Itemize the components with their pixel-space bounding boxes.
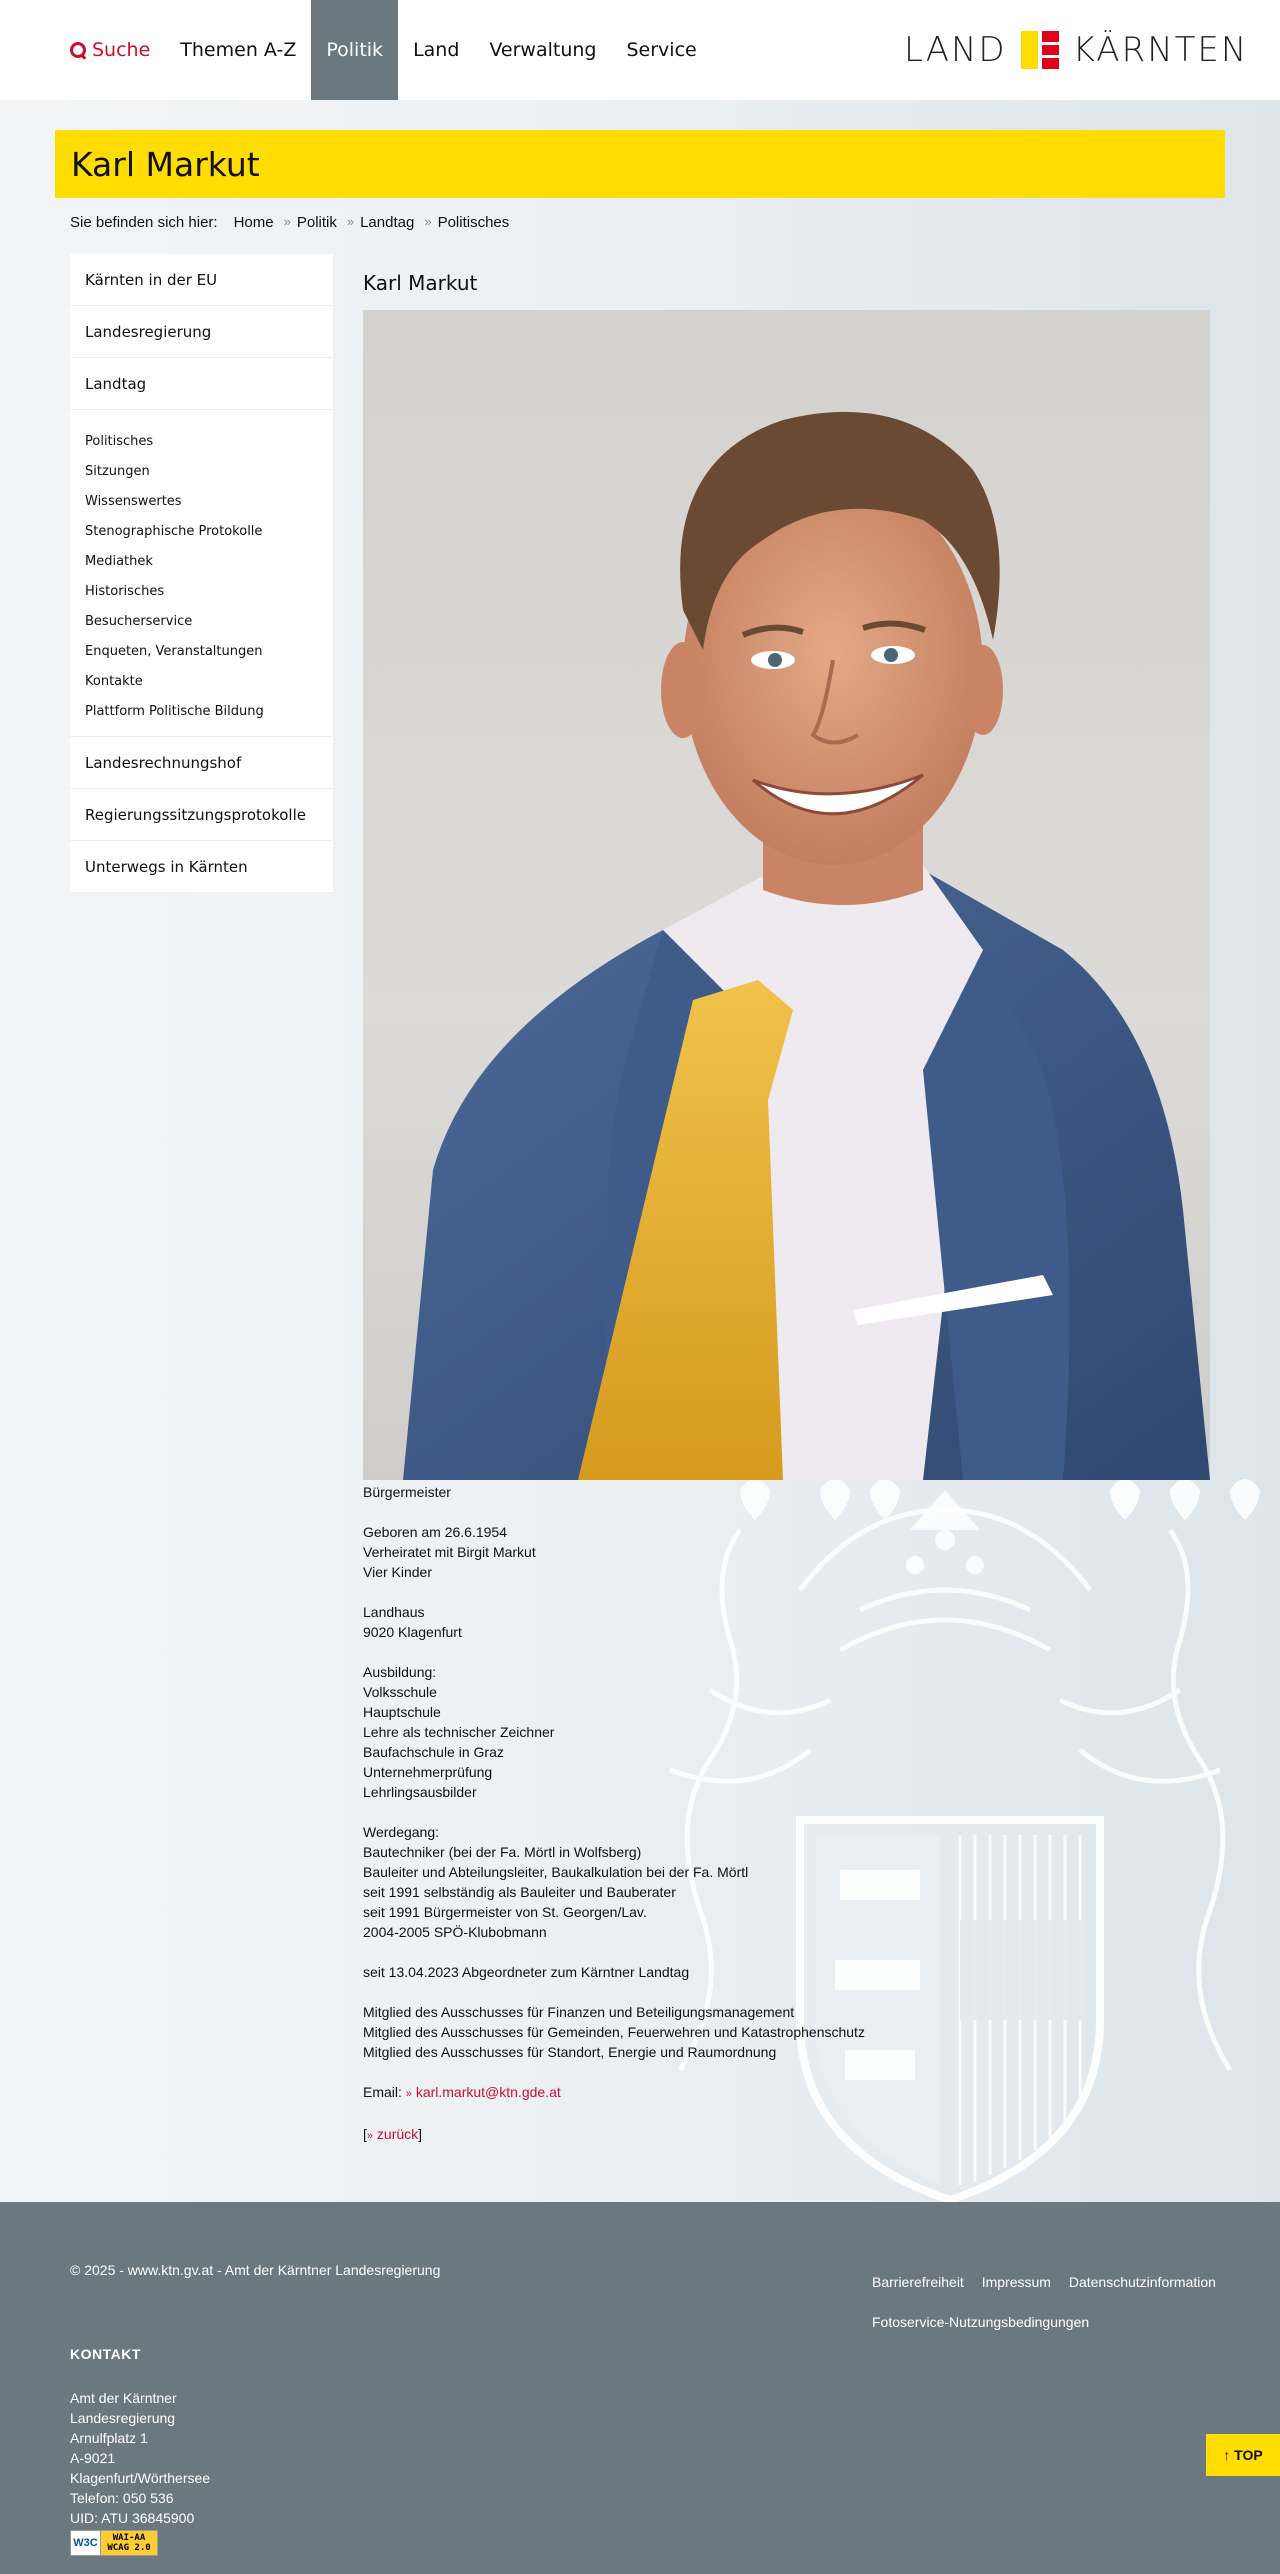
chevron-right-icon: » <box>346 214 355 229</box>
logo-text-right: KÄRNTEN <box>1072 30 1249 70</box>
breadcrumb-home[interactable]: Home <box>233 214 274 231</box>
bio-line: seit 1991 selbständig als Bauleiter und Bauberater <box>363 1884 676 1900</box>
bio-line: Ausbildung: <box>363 1664 437 1680</box>
bio-line: Landhaus <box>363 1604 425 1620</box>
link-arrow-icon: » <box>366 2130 374 2142</box>
nav-verwaltung[interactable]: Verwaltung <box>489 39 597 61</box>
main-nav <box>58 0 712 100</box>
back-bracket-open: [ <box>363 2126 367 2142</box>
bio-line: seit 1991 Bürgermeister von St. Georgen/Lav. <box>363 1904 647 1920</box>
wcag-level: WAI-AA <box>112 2533 146 2543</box>
back-link[interactable]: zurück <box>376 2126 419 2142</box>
email-link[interactable]: karl.markut@ktn.gde.at <box>415 2084 561 2100</box>
nav-search-label: Suche <box>92 39 151 61</box>
contact-line: Arnulfplatz 1 <box>70 2430 148 2446</box>
contact-line: Landesregierung <box>70 2410 176 2426</box>
main-content <box>363 254 1210 2166</box>
wcag-version: WCAG 2.0 <box>107 2543 151 2553</box>
contact-line: A-9021 <box>70 2450 116 2466</box>
bio-line: Hauptschule <box>363 1704 441 1720</box>
wcag-badge[interactable] <box>70 2530 158 2556</box>
site-footer <box>0 2202 1280 2574</box>
site-header <box>0 0 1280 100</box>
footer-contact <box>70 2344 210 2556</box>
nav-service[interactable]: Service <box>626 39 697 61</box>
contact-line: Telefon: 050 536 <box>70 2490 174 2506</box>
person-heading: Karl Markut <box>363 271 478 295</box>
bio-address <box>363 1602 1210 1642</box>
bio-line: Verheiratet mit Birgit Markut <box>363 1544 536 1560</box>
sidebar-item-regierungssitzungsprotokolle[interactable]: Regierungssitzungsprotokolle <box>70 789 333 841</box>
back-to-top-button[interactable]: ↑ TOP <box>1206 2434 1280 2476</box>
breadcrumb-lead: Sie befinden sich hier: <box>70 214 218 231</box>
bio-line: Vier Kinder <box>363 1564 433 1580</box>
bio-line: 2004-2005 SPÖ-Klubobmann <box>363 1924 547 1940</box>
bio-career <box>363 1822 1210 1942</box>
page-title: Karl Markut <box>71 144 260 184</box>
bio-personal <box>363 1522 1210 1582</box>
sidebar-subitem-sitzungen[interactable]: Sitzungen <box>85 463 150 479</box>
sidebar-item-unterwegs[interactable]: Unterwegs in Kärnten <box>70 841 333 893</box>
back-nav <box>363 2124 1210 2146</box>
chevron-right-icon: » <box>424 214 432 229</box>
search-icon <box>70 42 86 58</box>
back-bracket-close: ] <box>418 2126 423 2142</box>
wcag-label <box>101 2531 157 2555</box>
bio-line: Unternehmerprüfung <box>363 1764 493 1780</box>
footer-links <box>872 2262 1232 2342</box>
bio-line: Geboren am 26.6.1954 <box>363 1524 507 1540</box>
sidebar-subitem-politische-bildung[interactable]: Plattform Politische Bildung <box>85 703 264 719</box>
portrait-illustration <box>363 310 1210 1480</box>
nav-land[interactable]: Land <box>413 39 460 61</box>
breadcrumb-politik[interactable]: Politik <box>296 214 337 231</box>
email-label: Email: <box>363 2084 402 2100</box>
copyright-text: © 2025 - www.ktn.gv.at - Amt der Kärntner Landesregierung <box>70 2262 441 2278</box>
bio-line: Lehre als technischer Zeichner <box>363 1724 555 1740</box>
bio-line: Bürgermeister <box>363 1484 451 1500</box>
bio-education <box>363 1662 1210 1802</box>
breadcrumb <box>70 214 519 231</box>
footer-link-datenschutz[interactable]: Datenschutzinformation <box>1068 2274 1216 2290</box>
breadcrumb-landtag[interactable]: Landtag <box>360 214 415 231</box>
bio-line: Bauleiter und Abteilungsleiter, Baukalkulation bei der Fa. Mörtl <box>363 1864 749 1880</box>
contact-title: KONTAKT <box>70 2346 141 2362</box>
logo-text-left: LAND <box>904 30 1007 70</box>
bio-role <box>363 1482 1210 1502</box>
link-arrow-icon: » <box>405 2088 412 2100</box>
bio-line: Werdegang: <box>363 1824 440 1840</box>
footer-link-impressum[interactable]: Impressum <box>981 2274 1051 2290</box>
bio-line: Mitglied des Ausschusses für Standort, Energie und Raumordnung <box>363 2044 777 2060</box>
sidebar-subitem-besucherservice[interactable]: Besucherservice <box>85 613 193 629</box>
bio-line: Lehrlingsausbilder <box>363 1784 477 1800</box>
sidebar-subitem-politisches[interactable]: Politisches <box>85 433 154 449</box>
chevron-right-icon: » <box>283 214 291 229</box>
contact-line: UID: ATU 36845900 <box>70 2510 195 2526</box>
bio-line: Mitglied des Ausschusses für Gemeinden, Feuerwehren und Katastrophenschutz <box>363 2024 865 2040</box>
bio-line: Volksschule <box>363 1684 437 1700</box>
contact-line: Klagenfurt/Wörthersee <box>70 2470 211 2486</box>
nav-politik[interactable]: Politik <box>311 0 398 100</box>
page-title-bar <box>55 130 1225 198</box>
biography <box>363 1482 1210 2146</box>
sidebar-item-landtag[interactable]: Landtag <box>70 358 333 410</box>
bio-line: 9020 Klagenfurt <box>363 1624 462 1640</box>
site-logo[interactable] <box>904 30 1248 70</box>
carinthia-flag-icon <box>1021 31 1059 69</box>
sidebar-submenu-landtag <box>70 410 333 737</box>
nav-themen-az[interactable]: Themen A-Z <box>180 39 297 61</box>
contact-line: Amt der Kärntner <box>70 2390 177 2406</box>
bio-line: Baufachschule in Graz <box>363 1744 504 1760</box>
bio-mandate <box>363 1962 1210 1982</box>
bio-email <box>363 2082 1210 2104</box>
w3c-logo-icon: W3C <box>71 2531 101 2555</box>
sidebar-subitem-wissenswertes[interactable]: Wissenswertes <box>85 493 182 509</box>
bio-line: Bautechniker (bei der Fa. Mörtl in Wolfsberg) <box>363 1844 642 1860</box>
bio-committees <box>363 2002 1210 2062</box>
sidebar-subitem-mediathek[interactable]: Mediathek <box>85 553 153 569</box>
sidebar-item-landesregierung[interactable]: Landesregierung <box>70 306 333 358</box>
breadcrumb-politisches[interactable]: Politisches <box>437 214 510 231</box>
portrait-photo <box>363 310 1210 1480</box>
sidebar-item-landesrechnungshof[interactable]: Landesrechnungshof <box>70 737 333 789</box>
bio-line: seit 13.04.2023 Abgeordneter zum Kärntner Landtag <box>363 1964 690 1980</box>
nav-search[interactable] <box>58 0 165 100</box>
sidebar-subitem-enqueten[interactable]: Enqueten, Veranstaltungen <box>85 643 263 659</box>
footer-link-barrierefreiheit[interactable]: Barrierefreiheit <box>872 2274 964 2290</box>
sidebar-nav <box>70 254 333 893</box>
sidebar-subitem-stenographische-protokolle[interactable]: Stenographische Protokolle <box>85 523 263 539</box>
sidebar-subitem-historisches[interactable]: Historisches <box>85 583 165 599</box>
bio-line: Mitglied des Ausschusses für Finanzen und Beteiligungsmanagement <box>363 2004 795 2020</box>
footer-link-fotoservice[interactable]: Fotoservice-Nutzungsbedingungen <box>872 2314 1090 2330</box>
sidebar-item-kaernten-eu[interactable]: Kärnten in der EU <box>70 254 333 306</box>
sidebar-subitem-kontakte[interactable]: Kontakte <box>85 673 143 689</box>
